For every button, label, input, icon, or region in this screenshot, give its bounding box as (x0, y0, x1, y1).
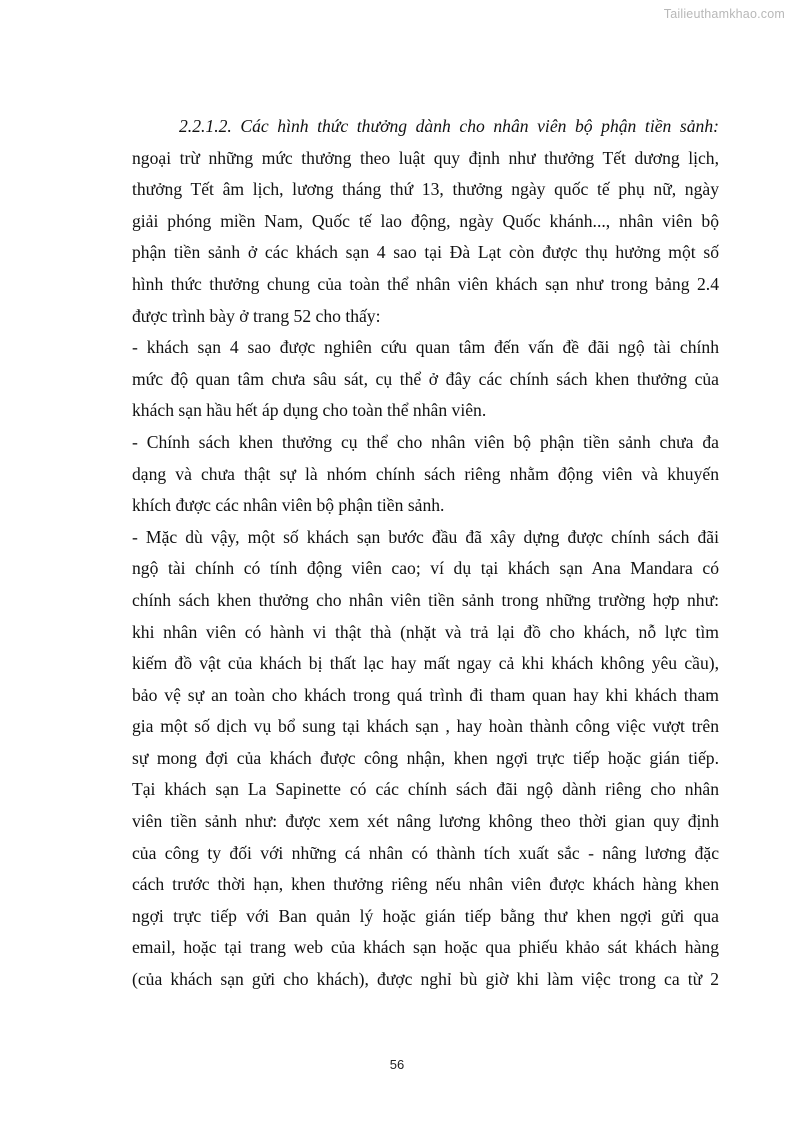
bullet-line: - khách sạn 4 sao được nghiên cứu quan tâm đến vấn đề đãi ngộ tài chính (132, 337, 719, 358)
body-line: cách trước thời hạn, khen thưởng riêng nếu nhân viên được khách hàng khen (132, 874, 719, 895)
body-line: khi nhân viên có hành vi thật thà (nhặt và trả lại đồ cho khách, nỗ lực tìm (132, 621, 719, 642)
body-line: sự mong đợi của khách được công nhận, khen ngợi trực tiếp hoặc gián tiếp. (132, 747, 719, 768)
body-line: ngợi trực tiếp với Ban quản lý hoặc gián tiếp bằng thư khen ngợi gửi qua (132, 905, 719, 926)
body-line: giải phóng miền Nam, Quốc tế lao động, ngày Quốc khánh..., nhân viên bộ (132, 210, 719, 231)
body-line: ngộ tài chính có tính động viên cao; ví dụ tại khách sạn Ana Mandara có (132, 558, 719, 579)
watermark-text: Tailieuthamkhao.com (663, 7, 785, 21)
body-line: phận tiền sảnh ở các khách sạn 4 sao tại Đà Lạt còn được thụ hưởng một số (132, 242, 719, 263)
body-line: gia một số dịch vụ bổ sung tại khách sạn , hay hoàn thành công việc vượt trên (132, 716, 719, 737)
body-line: email, hoặc tại trang web của khách sạn hoặc qua phiếu khảo sát khách hàng (132, 937, 719, 958)
section-heading: 2.2.1.2. Các hình thức thưởng dành cho nhân viên bộ phận tiền sảnh: (179, 116, 719, 136)
body-line: hình thức thưởng chung của toàn thể nhân viên khách sạn như trong bảng 2.4 (132, 273, 719, 294)
page-body (132, 111, 719, 996)
body-line: kiếm đồ vật của khách bị thất lạc hay mất ngay cả khi khách không yêu cầu), (132, 653, 719, 674)
body-line: khách sạn hầu hết áp dụng cho toàn thể nhân viên. (132, 400, 487, 421)
body-line: viên tiền sảnh như: được xem xét nâng lương không theo thời gian quy định (132, 811, 719, 832)
body-line: ngoại trừ những mức thưởng theo luật quy định như thưởng Tết dương lịch, (132, 147, 719, 168)
page-number: 56 (389, 1057, 405, 1072)
bullet-line: - Chính sách khen thưởng cụ thể cho nhân viên bộ phận tiền sảnh chưa đa (132, 431, 719, 452)
body-line: thưởng Tết âm lịch, lương tháng thứ 13, thưởng ngày quốc tế phụ nữ, ngày (132, 179, 719, 200)
body-line: (của khách sạn gửi cho khách), được nghỉ bù giờ khi làm việc trong ca từ 2 (132, 969, 719, 990)
body-line: Tại khách sạn La Sapinette có các chính sách đãi ngộ dành riêng cho nhân (132, 779, 719, 800)
body-line: chính sách khen thưởng cho nhân viên tiền sảnh trong những trường hợp như: (132, 589, 719, 610)
body-line: khích được các nhân viên bộ phận tiền sảnh. (132, 495, 445, 516)
body-line: bảo vệ sự an toàn cho khách trong quá trình đi tham quan hay khi khách tham (132, 684, 719, 705)
body-line: được trình bày ở trang 52 cho thấy: (132, 305, 381, 326)
body-line: của công ty đối với những cá nhân có thành tích xuất sắc - nâng lương đặc (132, 842, 719, 863)
body-line: dạng và chưa thật sự là nhóm chính sách riêng nhằm động viên và khuyến (132, 463, 719, 484)
body-line: mức độ quan tâm chưa sâu sát, cụ thể ở đây các chính sách khen thưởng của (132, 368, 719, 389)
bullet-line: - Mặc dù vậy, một số khách sạn bước đầu đã xây dựng được chính sách đãi (132, 526, 719, 547)
